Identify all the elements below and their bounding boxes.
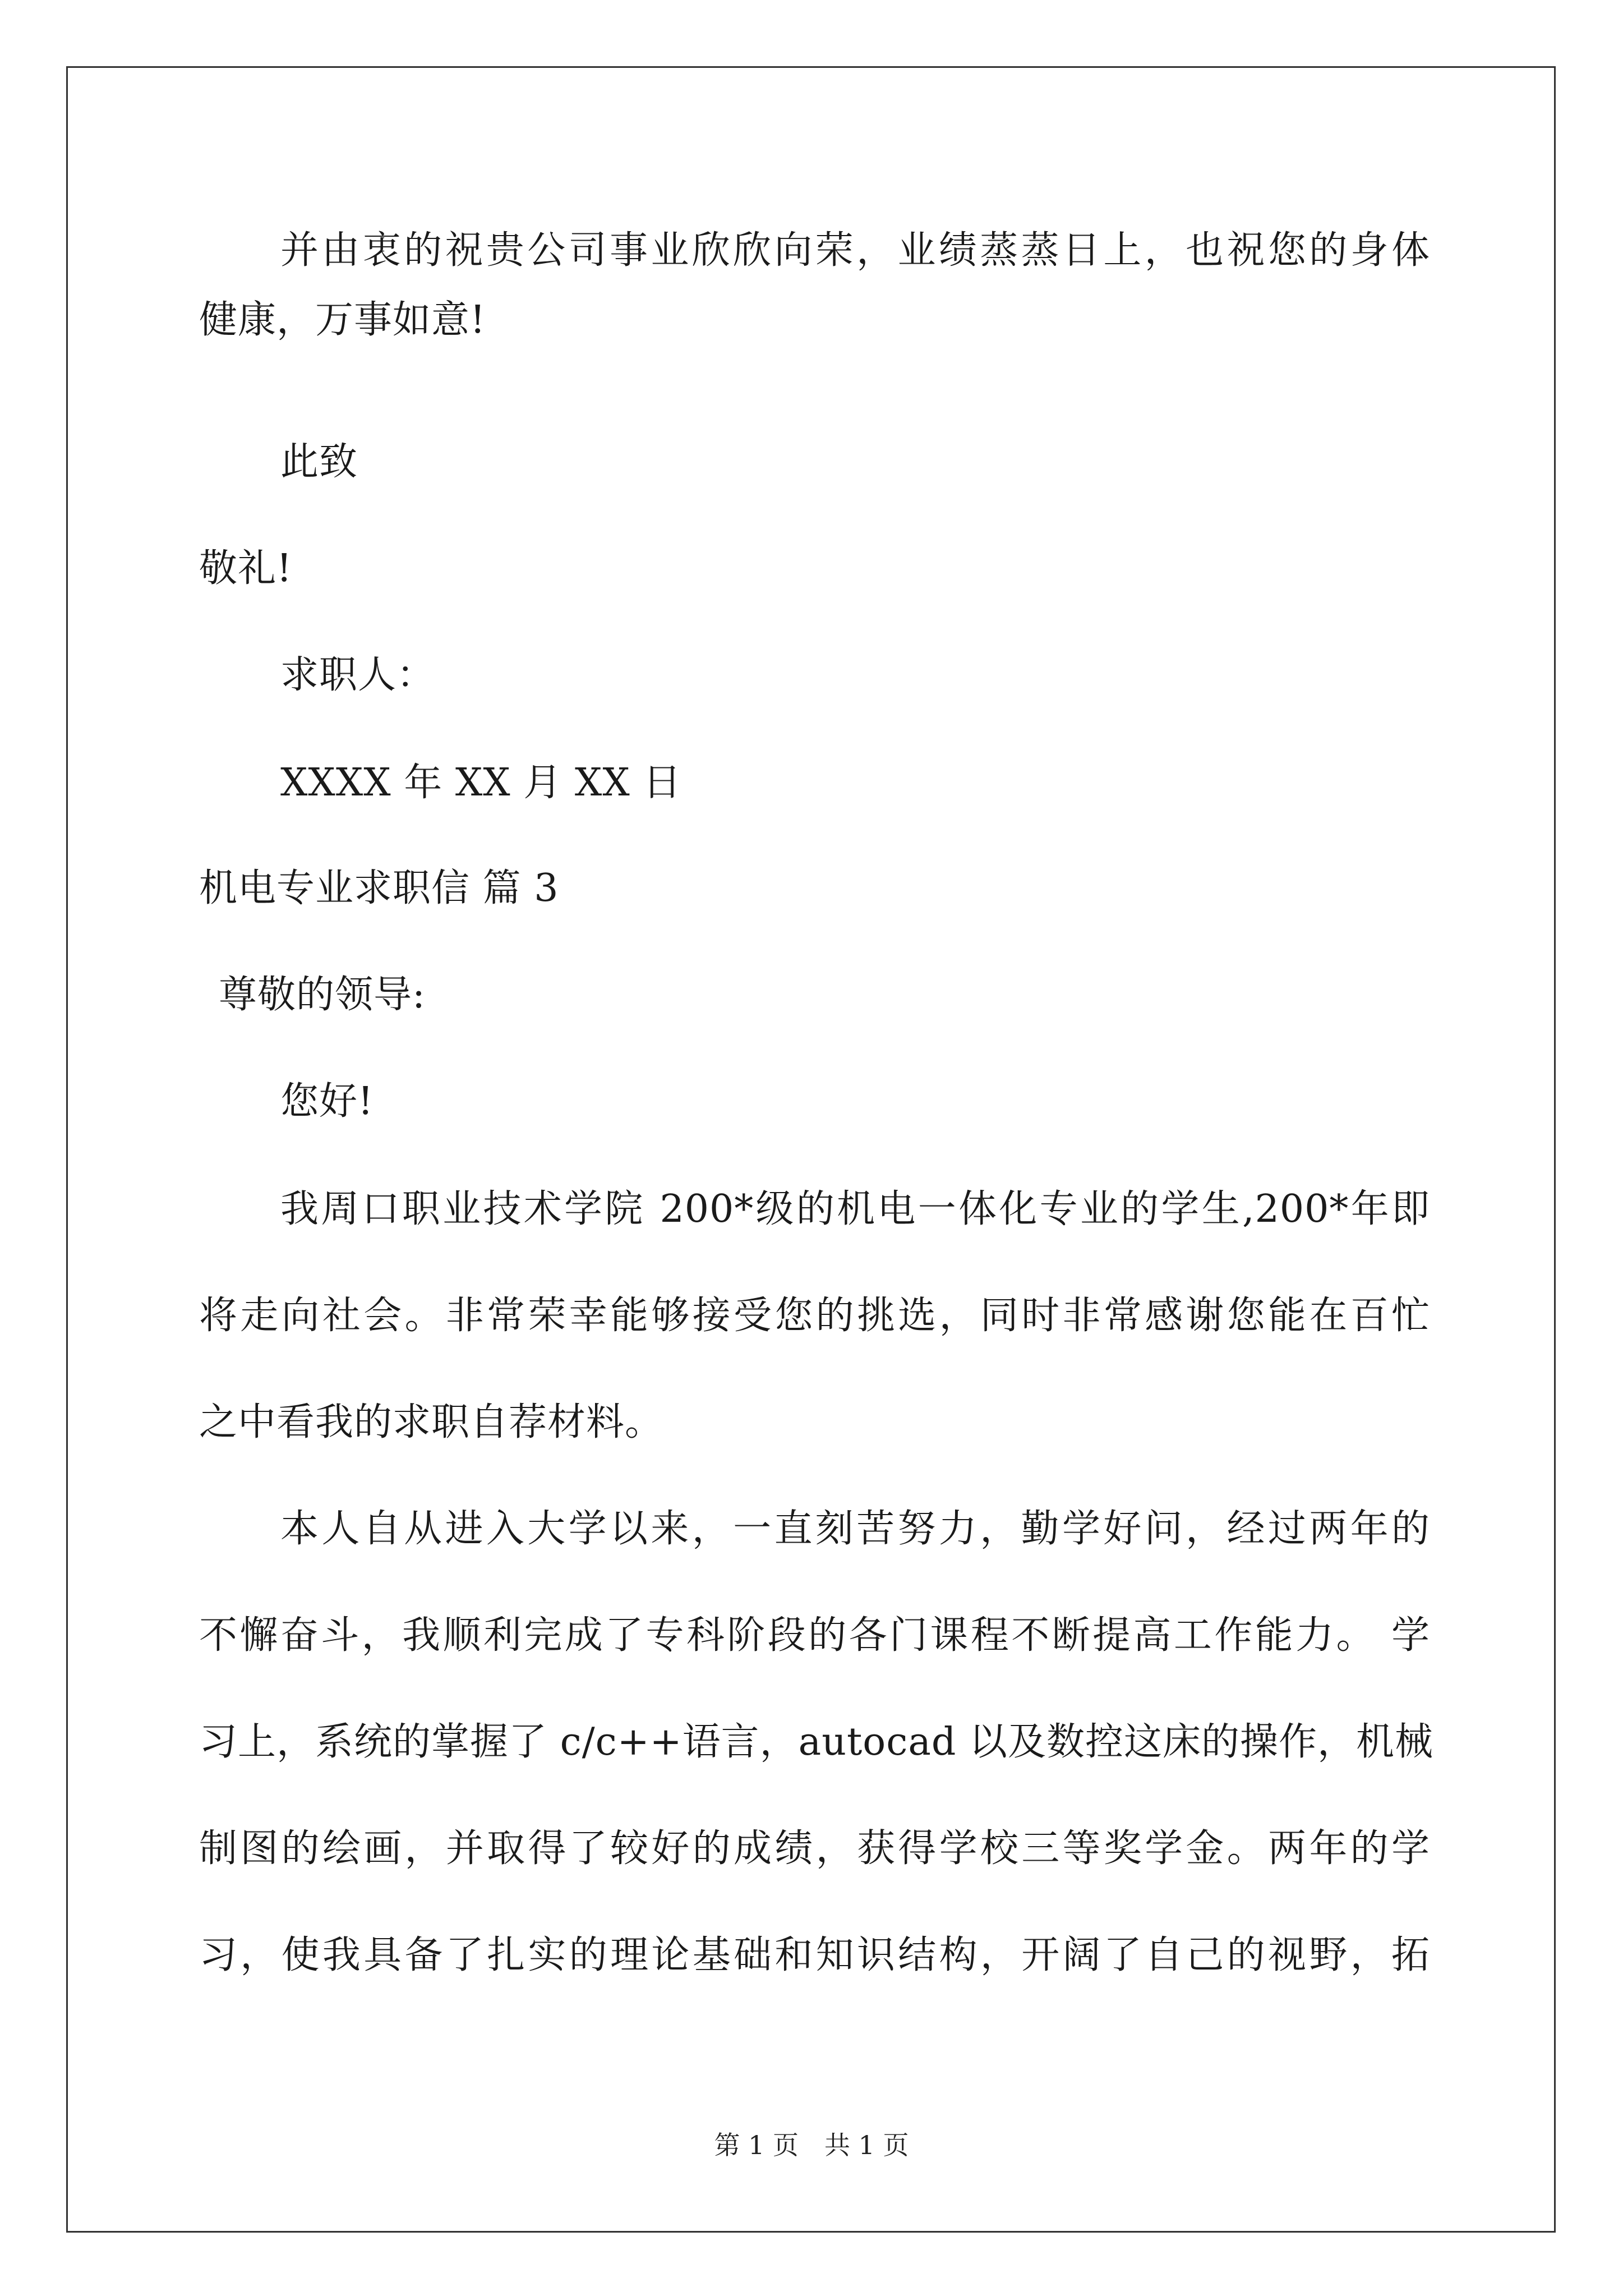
greeting: 您好!: [280, 1079, 374, 1124]
paragraph-line: 习上，系统的掌握了 c/c++语言，autocad 以及数控这床的操作，机械: [199, 1720, 1434, 1764]
paragraph-line: 求职人：: [280, 653, 436, 697]
date-line: XXXX 年 XX 月 XX 日: [280, 761, 682, 805]
salutation: 尊敬的领导:: [219, 973, 426, 1017]
page-border: [66, 66, 1556, 2233]
section-heading: 机电专业求职信 篇 3: [199, 866, 559, 910]
paragraph-line: 本人自从进入大学以来，一直刻苦努力，勤学好问，经过两年的: [280, 1507, 1430, 1551]
paragraph-line: 敬礼!: [199, 546, 293, 591]
paragraph-line: 制图的绘画，并取得了较好的成绩，获得学校三等奖学金。两年的学: [199, 1826, 1430, 1871]
paragraph-line: 将走向社会。非常荣幸能够接受您的挑选，同时非常感谢您能在百忙: [199, 1294, 1430, 1338]
paragraph-line: 健康，万事如意!: [199, 298, 486, 342]
paragraph-line: 之中看我的求职自荐材料。: [199, 1400, 664, 1444]
paragraph-line: 不懈奋斗，我顺利完成了专科阶段的各门课程不断提高工作能力。 学: [199, 1613, 1430, 1658]
paragraph-line: 此致: [280, 440, 358, 484]
paragraph-line: 并由衷的祝贵公司事业欣欣向荣，业绩蒸蒸日上，也祝您的身体: [280, 228, 1430, 273]
page-footer: 第 1 页 共 1 页: [714, 2130, 909, 2160]
paragraph-line: 习，使我具备了扎实的理论基础和知识结构，开阔了自己的视野，拓: [199, 1933, 1430, 1977]
paragraph-line: 我周口职业技术学院 200*级的机电一体化专业的学生,200*年即: [280, 1187, 1430, 1231]
